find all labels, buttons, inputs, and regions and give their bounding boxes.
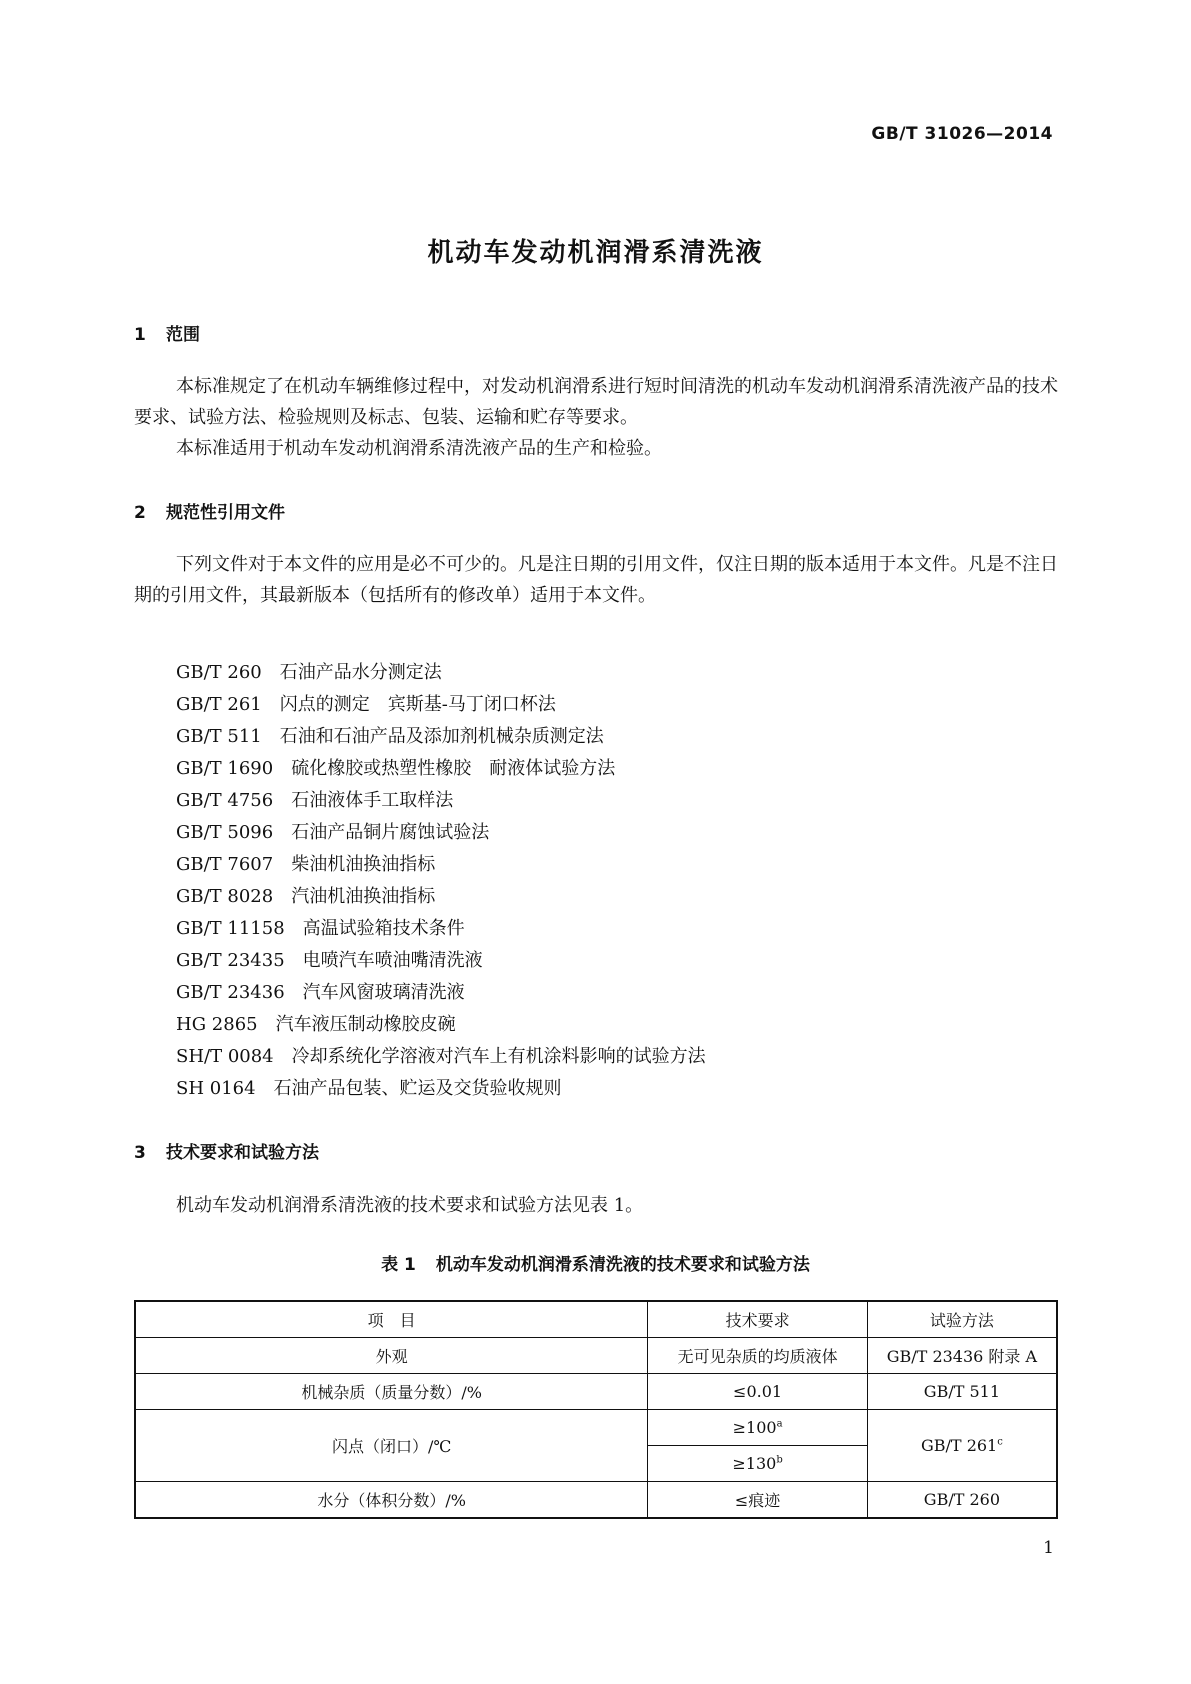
reference-item	[176, 1073, 706, 1105]
reference-item	[176, 785, 706, 817]
reference-item	[176, 721, 706, 753]
table-row	[135, 1338, 1057, 1374]
table-row	[135, 1410, 1057, 1446]
cell-requirement: ≤0.01	[648, 1374, 868, 1410]
table-number: 表 1	[381, 1255, 416, 1275]
method-value: GB/T 261	[921, 1436, 998, 1455]
section-2-paragraph-1: 下列文件对于本文件的应用是必不可少的。凡是注日期的引用文件，仅注日期的版本适用于本文件。凡是不注日期的引用文件，其最新版本（包括所有的修改单）适用于本文件。	[134, 554, 1058, 606]
reference-title: 电喷汽车喷油嘴清洗液	[302, 950, 483, 971]
reference-title: 闪点的测定 宾斯基-马丁闭口杯法	[279, 694, 556, 715]
section-number: 3	[134, 1143, 146, 1163]
normative-references-list	[176, 657, 706, 1105]
cell-method: GB/T 260	[867, 1482, 1057, 1519]
reference-item	[176, 657, 706, 689]
reference-code: GB/T 261	[176, 694, 262, 715]
cell-requirement: ≤痕迹	[648, 1482, 868, 1519]
reference-title: 汽车液压制动橡胶皮碗	[275, 1014, 456, 1035]
reference-title: 硫化橡胶或热塑性橡胶 耐液体试验方法	[291, 758, 616, 779]
cell-method: GB/T 23436 附录 A	[867, 1338, 1057, 1374]
reference-title: 石油产品铜片腐蚀试验法	[291, 822, 490, 843]
section-3-heading	[134, 1138, 319, 1163]
reference-code: GB/T 8028	[176, 886, 274, 907]
reference-code: SH/T 0084	[176, 1046, 274, 1067]
reference-title: 高温试验箱技术条件	[302, 918, 465, 939]
cell-requirement: 无可见杂质的均质液体	[648, 1338, 868, 1374]
reference-title: 柴油机油换油指标	[291, 854, 436, 875]
standard-number: GB/T 31026—2014	[871, 124, 1053, 144]
reference-item	[176, 881, 706, 913]
section-number: 1	[134, 325, 146, 345]
reference-item	[176, 753, 706, 785]
section-3-paragraph-1: 机动车发动机润滑系清洗液的技术要求和试验方法见表 1。	[176, 1195, 644, 1216]
cell-item: 水分（体积分数）/%	[135, 1482, 648, 1519]
reference-code: GB/T 260	[176, 662, 262, 683]
cell-method: GB/T 511	[867, 1374, 1057, 1410]
reference-code: GB/T 7607	[176, 854, 274, 875]
cell-item: 闪点（闭口）/℃	[135, 1410, 648, 1482]
reference-item	[176, 945, 706, 977]
reference-code: GB/T 23436	[176, 982, 285, 1003]
reference-code: GB/T 11158	[176, 918, 285, 939]
table-caption-text: 机动车发动机润滑系清洗液的技术要求和试验方法	[435, 1255, 810, 1275]
section-title: 规范性引用文件	[166, 503, 285, 523]
footnote-marker: c	[997, 1436, 1003, 1448]
table-header-row	[135, 1301, 1057, 1338]
requirements-table	[134, 1300, 1058, 1519]
reference-code: GB/T 23435	[176, 950, 285, 971]
page-number: 1	[1043, 1538, 1054, 1558]
cell-item: 机械杂质（质量分数）/%	[135, 1374, 648, 1410]
header-cell-method: 试验方法	[867, 1301, 1057, 1338]
footnote-marker: a	[776, 1418, 783, 1430]
table-1-caption	[0, 1250, 1191, 1275]
reference-code: GB/T 511	[176, 726, 262, 747]
reference-item	[176, 1041, 706, 1073]
section-1-paragraph-1: 本标准规定了在机动车辆维修过程中，对发动机润滑系进行短时间清洗的机动车发动机润滑系清洗液产品的技术要求、试验方法、检验规则及标志、包装、运输和贮存等要求。	[134, 376, 1058, 428]
reference-item	[176, 849, 706, 881]
reference-title: 石油和石油产品及添加剂机械杂质测定法	[279, 726, 604, 747]
reference-item	[176, 977, 706, 1009]
header-cell-requirement: 技术要求	[648, 1301, 868, 1338]
reference-code: GB/T 5096	[176, 822, 274, 843]
section-number: 2	[134, 503, 146, 523]
reference-title: 石油产品包装、贮运及交货验收规则	[273, 1078, 562, 1099]
reference-title: 石油液体手工取样法	[291, 790, 454, 811]
reference-item	[176, 817, 706, 849]
header-cell-item: 项 目	[135, 1301, 648, 1338]
reference-item	[176, 689, 706, 721]
cell-method	[867, 1410, 1057, 1482]
requirement-value: ≥130	[732, 1454, 777, 1473]
table-row	[135, 1374, 1057, 1410]
section-title: 技术要求和试验方法	[166, 1143, 319, 1163]
cell-requirement	[648, 1446, 868, 1482]
reference-code: GB/T 1690	[176, 758, 274, 779]
reference-code: SH 0164	[176, 1078, 256, 1099]
table-row	[135, 1482, 1057, 1519]
cell-requirement	[648, 1410, 868, 1446]
reference-title: 汽油机油换油指标	[291, 886, 436, 907]
cell-item: 外观	[135, 1338, 648, 1374]
reference-item	[176, 913, 706, 945]
section-1-heading	[134, 320, 200, 345]
reference-item	[176, 1009, 706, 1041]
section-2-heading	[134, 498, 285, 523]
reference-title: 冷却系统化学溶液对汽车上有机涂料影响的试验方法	[291, 1046, 706, 1067]
footnote-marker: b	[776, 1454, 783, 1466]
requirement-value: ≥100	[732, 1418, 777, 1437]
reference-title: 汽车风窗玻璃清洗液	[302, 982, 465, 1003]
reference-title: 石油产品水分测定法	[279, 662, 442, 683]
section-1-paragraph-2: 本标准适用于机动车发动机润滑系清洗液产品的生产和检验。	[176, 438, 662, 459]
reference-code: GB/T 4756	[176, 790, 274, 811]
document-title: 机动车发动机润滑系清洗液	[427, 238, 764, 268]
reference-code: HG 2865	[176, 1014, 258, 1035]
section-title: 范围	[166, 325, 200, 345]
